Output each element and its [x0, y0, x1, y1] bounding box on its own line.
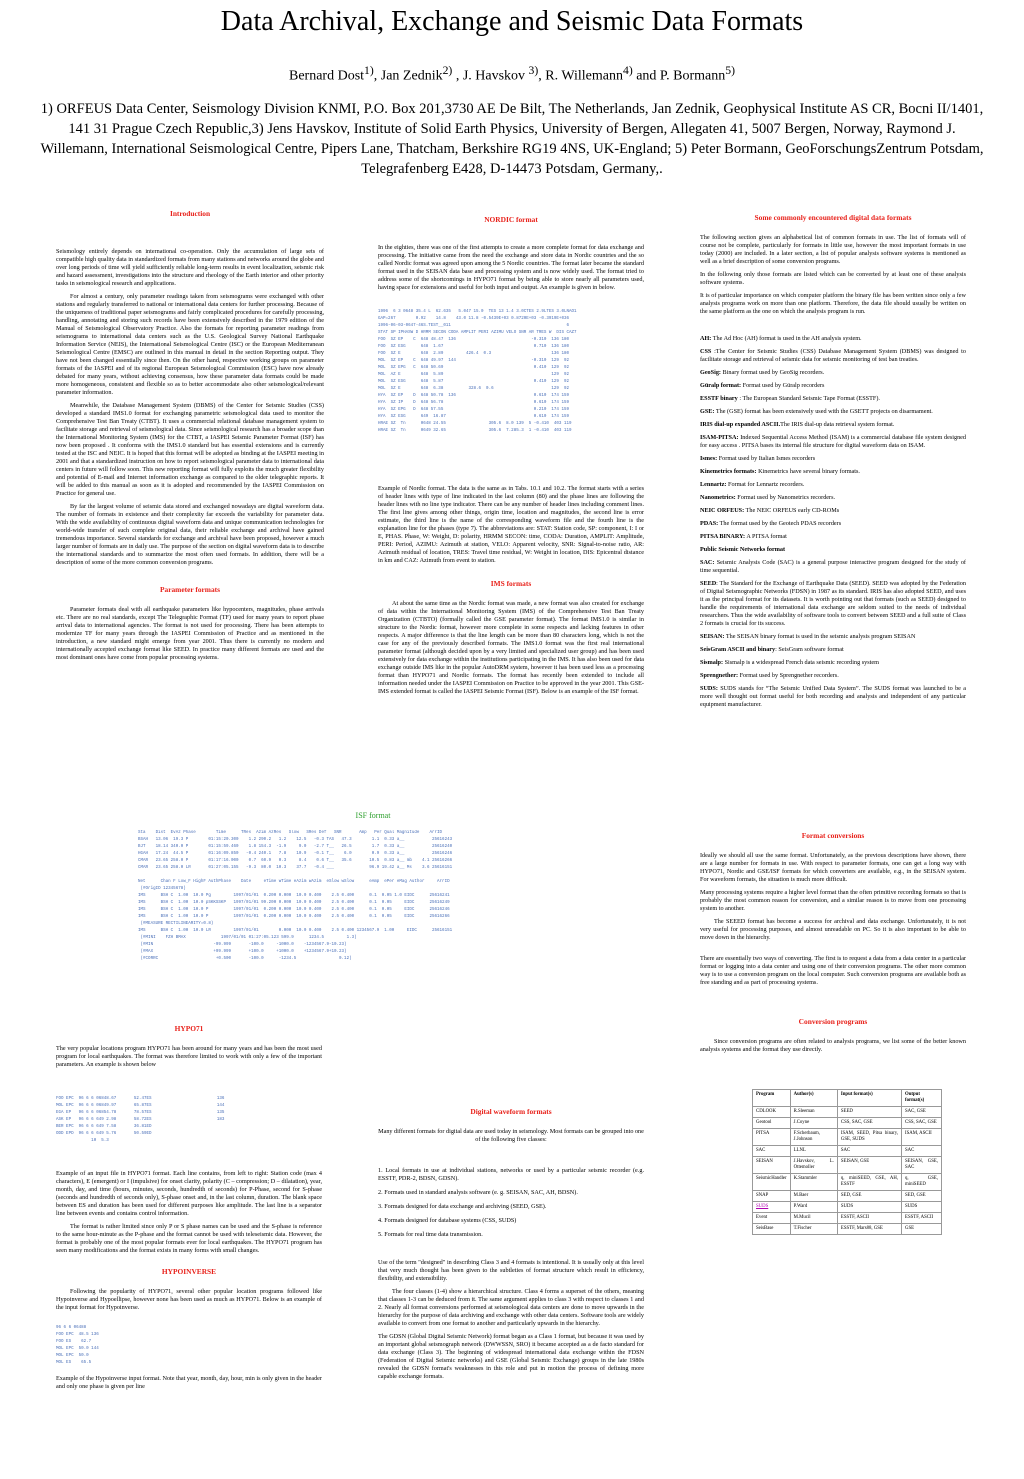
- table-cell: J.Havskov, L. Ottemoller: [790, 1157, 837, 1174]
- conversion-paragraph: Ideally we should all use the same format. Unfortunately, as the previous descriptions have shown, there are a large number for formats in use. With respect to parameter formats, one can get a long way with HYPO71, Nordic and GSE/ISF formats for which converters are available, e.g., in the SEISAN system. For waveform formats, the situation is much more difficult.: [700, 852, 966, 883]
- conversion-paragraph: The SEEED format has become a success for archival and data exchange. Unfortunately, it is not very useful for processing purposes, and almost unreadable on PC. So it is also important to be able to move down in the hierarchy.: [700, 918, 966, 941]
- format-list-item: [700, 395, 966, 403]
- common-paragraph: It is of particular importance on which computer platform the binary file has been written since only a few analysis programs work on more than one platform. Therefore, the data file should usually be written on the same platform as the one on which the analysis program is run.: [700, 292, 966, 315]
- format-class-list: [378, 1167, 644, 1239]
- table-cell: SAC: [837, 1146, 901, 1157]
- intro-paragraph: Meanwhile, the Database Management System (DBMS) of the Center for Seismic Studies (CSS) developed a standard IMS1.0 format for exchanging parametric seismological data used to monitor the Comprehensive Test Ban Treaty (CTBT). It uses a commercial relational database management system to facilitate storage and retrieval of seismological data. Since seismological research has a broader scope than the International Monitoring System (IMS) for the CTBT, a IASPEI Seismic Parameter Format (ISF) has now been proposed . It conforms with the IMS1.0 standard but has essential extensions and is currently tested at the ISC and NEIC. It is hoped that this format will be adopted as binding at the IASPEI meeting in 2001 and that a standardized instruction on how to report seismological parameter data to international data centers in future will follow soon. This new reporting format will fully exploits the much greater flexibility and potential of E-mail and Internet information exchange as compared to the older telegraphic reports. It will be added to this manual as soon as it is adopted and recommended by the IASPEI Commission on Practice for general use.: [56, 402, 324, 497]
- format-list-item: [700, 580, 966, 628]
- format-name: PITSA BINARY:: [700, 533, 746, 540]
- format-list-item: [700, 546, 966, 554]
- format-name: IRIS dial-up expanded ASCII.: [700, 421, 781, 428]
- conversion-programs-heading: Conversion programs: [798, 1017, 868, 1026]
- table-row: [753, 1224, 942, 1235]
- ims-heading: IMS formats: [490, 579, 532, 588]
- format-name: Lennartz:: [700, 481, 727, 488]
- poster-title: Data Archival, Exchange and Seismic Data Formats: [220, 6, 804, 37]
- table-cell: SEISAN, GSE, SAC: [902, 1157, 942, 1174]
- intro-paragraph: By far the largest volume of seismic data stored and exchanged nowadays are digital waveform data. The number of formats in existence and their complexity far exceeds the variability for parameter data. With the wide availability of continuous digital waveform data and unique communication technologies for world-wide transfer of such complete original data, their reliable exchange and archival have gained tremendous importance. Several standards for exchange and archival have been proposed, however a much larger number of formats are in daily use. The purpose of the section on digital waveform data is to describe the international standards and to summarize the most often used formats. In addition, there will be a description of some of the more common conversion programs.: [56, 503, 324, 566]
- nordic-paragraph: In the eighties, there was one of the first attempts to create a more complete format for data exchange and processing. The initiative came from the need the exchange and store data in Nordic countries and the so called Nordic format was agreed upon among the 5 Nordic countries. The format later became the standard format used in the SEISAN data base and processing system and is now widely used. The format tried to address some of the shortcomings in HYPO71 format by being able to store nearly all parameters used, having space for extensions and useful for both input and output. An example is given in below.: [378, 244, 644, 291]
- conversion-paragraph: Many processing systems require a higher level format than the often primitive recording formats so that is probably the most common reason for conversion, and a similar reason is to move from one processing system to another.: [700, 889, 966, 912]
- nordic-caption: Example of Nordic format. The data is the same as in Tabs. 10.1 and 10.2. The format starts with a series of header lines with type of line indicated in the last column (80) and the phase lines are following the header lines with no line type indicator. There can be any number of header lines including comment lines. The first line gives among other things, origin time, location and magnitudes, the second line is error estimate, the third line is the name of the corresponding waveform file and the fourth line is the explanation line for the phases (type 7). The abbreviations are: STAT: Station code, SP: component, I: I or E, PHAS. Phase, W: Weight, D: polarity, HRMM SECON: time, CODA: Duration, AMPLIT: Amplitude, PERI: Period, AZIMU: Azimuth at station, VELO: Apparent velocity, SNR: Signal-to-noise ratio, AR: Azimuth residual of location, TRES: Travel time residual, W: Weight in location, DIS: Epicentral distance in km and CAZ: Azimuth from event to station.: [378, 485, 644, 564]
- format-name: SEED: [700, 580, 717, 587]
- hypoinverse-caption: Example of the Hypoinverse input format. Note that year, month, day, hour, min is only given in the header and only one phase is given per line: [56, 1375, 322, 1390]
- table-row: [753, 1129, 942, 1146]
- column-left: [56, 210, 324, 667]
- intro-paragraph: For almost a century, only parameter readings taken from seismograms were exchanged with other stations and regularly transferred to national or international data centers for further processing. Because of the uniqueness of traditional paper seismograms and fairly complicated procedures for carefully processing, handling, annotating and storing such records have been extensively described in the 1979 edition of the Manual of Seismological Observatory Practice. Also the formats for reporting parameter readings from seismograms to international data centers such as the U.S. Geological Survey National Earthquake Information Service (NEIS), the International Seismological Centre (ISC) or the European Mediterranean Seismological Centre (EMSC) are outlined in this manual in detail in the section Reporting output. They have not been changed essentially since then. On the other hand, respective working groups on parameter formats of the IASPEI and of its regional European Seismological Commission (ESC) have now already debated for many years, without achieving consensus, how these parameter data formats could be made more homogeneous, consistent and flexible so as to better accommodate also other seismological/relevant parameter information.: [56, 293, 324, 396]
- digital-paragraph: The GDSN (Global Digital Seismic Network) format began as a Class 1 format, but because it was used by an important global seismograph network (DWWSSN, SRO) it became accepted as a de facto standard for data exchange (Class 3). The beginning of widespread international data exchange within the FDSN (Federation of Digital Seismic networks) and GSE (Global Seismic Exchange) groups in the late 1980s revealed the GDSN format's weaknesses in this role and put in motion the process of defining more capable exchange formats.: [378, 1333, 644, 1380]
- format-description: Format for Lennartz recorders.: [726, 481, 805, 488]
- isf-section: [138, 812, 608, 980]
- common-paragraph: In the following only those formats are listed which can be converted by at least one of these analysis software systems.: [700, 271, 966, 286]
- format-list-item: [700, 672, 966, 680]
- conversion-section: [700, 832, 966, 1235]
- format-list-item: [700, 659, 966, 667]
- format-name: GSE:: [700, 408, 715, 415]
- format-description: Sismalp is a widespread French data seismic recording system: [723, 659, 879, 666]
- common-paragraph: The following section gives an alphabetical list of common formats in use. The list of formats will of course not be complete, particularly for formats in little use, however the most important formats in use today (2000) are included. In a later section, a list of popular analysis software systems is mentioned as well as a brief description of some conversion programs.: [700, 234, 966, 265]
- table-cell: SeisBase: [753, 1224, 791, 1235]
- table-cell: SUDS: [753, 1202, 791, 1213]
- table-cell: ESSTF, ASCII: [902, 1213, 942, 1224]
- format-description: The Ad Hoc (AH) format is used in the AH analysis system.: [711, 335, 862, 342]
- format-name: GeoSig:: [700, 369, 721, 376]
- format-class-item: 2. Formats used in standard analysis software (e. g. SEISAN, SAC, AH, BDSN).: [378, 1189, 578, 1196]
- hypoinverse-code-sample: 96 6 6 06488 FOO EPC 48.5 136 FOO ES 62.7 MOL EPC 50.0 144 MOL EPC 50.0 MOL ES 65.5: [56, 1326, 99, 1365]
- format-description: : SeisGram software format: [775, 646, 844, 653]
- format-description: Format used by Güralp recorders: [741, 382, 825, 389]
- format-list-item: [700, 633, 966, 641]
- isf-code-sample: Sta Dist EvAz Phase Time TRes Azim AzRes Slow SRes Def SNR Amp Per Qual Magnitude ArrID BSAH 13.06 19.3 P 01:15:20.300 1.2 290.2 1.2 12.5 -0.3 TAS 47.3 1.1 0.33 a__ 25616243 BJT 18.14 340.0 P 01:15:59.460 1.8 154.3 -1.9 9.0 -2.7 T__ 26.5 1.7 0.33 a__ 25616240 HGAH 17.24 44.5 P 01:16:09.850 -0.4 240.1 7.8 10.9 -0.1 T__ 6.0 0.9 0.33 a__ 25616246 CMAR 23.65 258.0 P 01:17:16.000 0.7 60.9 0.3 8.4 0.6 T__ 35.6 10.5 0.83 a__ mb 4.1 25616266 CMAR 23.65 258.0 LR 01:27:05.155 -9.3 80.0 10.3 37.7 -0.4 ___ 96.9 19.42 a__ Ms 3.6 25616151 Net Chan F Low_F HighF AuthPhase Date eTime wTime eAzim wAzim eSlow wSlow eAmp ePer eMag Author ArrID (#OrigID 12345678) IMS BSH C 1.00 10.0 Pg 1997/01/01 0.200 0.000 10.0 0.400 2.5 0.400 0.1 0.05 1.0 EIDC 25616241 IMS BSH C 1.00 10.0 pSKKSSKP 1997/01/01 99.200 0.000 10.0 0.400 2.5 0.400 0.1 0.05 EIDC 25616249 IMS BSH C 1.00 10.0 P 1997/01/01 0.200 0.000 10.0 0.400 2.5 0.400 0.1 0.05 EIDC 25616246 IMS BSH C 1.00 10.0 P 1997/01/01 0.200 0.000 10.0 0.400 2.5 0.400 0.1 0.05 EIDC 25616266 (#MEASURE RECTILINEARITY=0.8) IMS BSH C 1.00 10.0 LR 1997/01/01 0.000 10.0 0.400 2.5 0.400 1234567.9 1.00 EIDC 25616151 (#MINI FZH BMAX 1997/01/01 01:27:05.123 599.9 1234.5 1.3) (#MIN -99.999 -100.0 -1000.0 -1234567.9-10.23) (#MAX +99.999 +100.0 +1000.0 +1234567.9+10.23) (#CORRC +0.500 -100.0 -1234.5 0.12): [138, 831, 453, 961]
- table-cell: SAC: [902, 1146, 942, 1157]
- table-cell: SEED: [837, 1107, 901, 1118]
- format-list-item: [700, 335, 966, 343]
- table-cell: q, GSE, miniSEED: [902, 1174, 942, 1191]
- hypoinverse-paragraph: Following the popularity of HYPO71, several other popular location programs followed like Hypoinverse and Hypoellipse, however none has been used as much as HYPO71. Below is an example of the input format for Hypoinverse.: [56, 1288, 322, 1311]
- table-cell: F.Scherbaum, J.Johnson: [790, 1129, 837, 1146]
- digital-paragraph: Use of the term "designed" in describing Class 3 and 4 formats is intentional. It is usually only at this level that very much thought has been given to the subtleties of format structure which result in efficiency, flexibility, and extensibility.: [378, 1259, 644, 1282]
- table-row: [753, 1191, 942, 1202]
- column-right: [700, 214, 966, 714]
- table-cell: ESSTF, Mars88, GSE: [837, 1224, 901, 1235]
- table-cell: GSE: [902, 1224, 942, 1235]
- table-row: [753, 1174, 942, 1191]
- format-name: Kinemetrics formats:: [700, 468, 757, 475]
- table-cell: ISAM, ASCII: [902, 1129, 942, 1146]
- common-formats-heading: Some commonly encountered digital data formats: [754, 213, 912, 222]
- format-name: Public Seismic Networks format: [700, 546, 786, 553]
- format-class-item: 3. Formats designed for data exchange and archiving (SEED, GSE).: [378, 1203, 547, 1210]
- table-row: [753, 1202, 942, 1213]
- format-list-item: [700, 494, 966, 502]
- format-name: SAC:: [700, 559, 715, 566]
- format-name: ESSTF binary: [700, 395, 738, 402]
- table-cell: ESSTF, ASCII: [837, 1213, 901, 1224]
- format-list-item: [700, 382, 966, 390]
- table-cell: K.Stammler: [790, 1174, 837, 1191]
- table-cell: Geotool: [753, 1118, 791, 1129]
- affiliations: 1) ORFEUS Data Center, Seismology Division KNMI, P.O. Box 201,3730 AE De Bilt, The Netherlands, Jan Zednik, Geophysical Institute AS CR, Bocni II/1401, 141 31 Prague Czech Republic,3) Jens Havskov, Institute of Solid Earth Physics, University of Bergen, Allegaten 41, 5007 Bergen, Norway, Raymond J. Willemann, International Seismological Centre, Pipers Lane, Thatcham, Berkshire RG19 4NS, UK-England; 5) Peter Bormann, GeoForschungsZentrum Potsdam, Telegrafenberg E428, D-14473 Potsdam, Germany,.: [40, 101, 984, 177]
- format-name: Nanometrics:: [700, 494, 736, 501]
- format-description: Format used by Nanometrics recorders.: [735, 494, 836, 501]
- format-list-item: [700, 348, 966, 364]
- format-name: Sismalp:: [700, 659, 724, 666]
- parameter-formats-heading: Parameter formats: [160, 585, 220, 594]
- intro-paragraph: Seismology entirely depends on international co-operation. Only the accumulation of large sets of compatible high quality data in standardized formats from many stations and networks around the globe and over long periods of time will yield sufficiently reliable long-term results in event localization, seismic risk and hazard assessment, investigations into the structure and rheology of the Earth interior and other priority tasks in seismological research and applications.: [56, 248, 324, 287]
- table-header-cell: Output format(s): [902, 1090, 942, 1107]
- format-description: The NEIC ORFEUS early CD-ROMs: [744, 507, 840, 514]
- format-description: Kinemetrics have several binary formats.: [756, 468, 860, 475]
- format-description: The format used by the Geotech PDAS recorders: [718, 520, 842, 527]
- format-description: Seismic Analysis Code (SAC) is a general purpose interactive program designed for the study of time sequential.: [700, 559, 966, 574]
- table-cell: M.Baer: [790, 1191, 837, 1202]
- format-list-item: [700, 507, 966, 515]
- table-cell: SED, GSE: [902, 1191, 942, 1202]
- hypo-section: [56, 1025, 322, 1396]
- format-list-item: [700, 455, 966, 463]
- hypo71-code-sample: FOO EPC 96 6 6 06848.67 52.47ES 136 MOL EPC 96 6 6 06849.97 65.87ES 144 EGA EP 96 6 6 06854.78 78.57ES 135 ASK EP 96 6 6 649 2.98 58.72ES 183 BER EPC 96 6 6 649 7.58 36.81ED ODD EPD 96 6 6 649 5.76 50.59ED 10 5.3: [56, 1097, 225, 1143]
- format-name: CSS: [700, 348, 712, 355]
- table-cell: SAC, GSE: [902, 1107, 942, 1118]
- format-name: SUDS:: [700, 685, 718, 692]
- format-list-item: [700, 468, 966, 476]
- format-description: The (GSE) format has been extensively used with the GSETT projects on disarmament.: [714, 408, 933, 415]
- table-cell: SEISAN: [753, 1157, 791, 1174]
- format-list-item: [700, 685, 966, 709]
- format-description: Binary format used by GeoSig recorders.: [720, 369, 825, 376]
- format-description: : The Standard for the Exchange of Earthquake Data (SEED). SEED was adopted by the Federation of Digital Seismographic Networks (FDSN) in 1987 as its standard. IRIS has also adopted SEED, and uses it as the principal format for its datasets. It is worth pointing out that formats (such as SEED) designed to handle the requirements of international data exchange are seldom suited to the needs of individual researchers. Thus the wide availability of software tools to convert between SEED and a full suite of Class 2 formats is crucial for its success.: [700, 580, 966, 627]
- format-conversions-heading: Format conversions: [801, 831, 865, 840]
- table-row: [753, 1146, 942, 1157]
- format-name: AH:: [700, 335, 712, 342]
- format-name: NEIC ORFEUS:: [700, 507, 745, 514]
- nordic-code-sample: 1996 6 3 0648 35.4 L 62.635 5.047 15.0 TES 13 1.4 3.0CTES 2.9LTES 3.0LNAO1 GAP=267 0.92 14.8 43.0 11.8 -0.5439E+03 0.8720E+03 -0.3919E+036 1996-06-03-0647-46S.TEST__011 6 STAT SP IPHASW D HRMM SECON CODA AMPLIT PERI AZIMU VELO SNR AR TRES W DIS CAZ7 FOO SZ EP C 648 48.47 136 -0.310 136 180 FOO SZ ESG 648 1.67 0.710 136 180 FOO SZ E 648 2.89 426.4 0.3 136 180 MOL SZ EP C 648 49.97 144 -0.310 129 92 MOL SZ EPG C 648 50.69 0.410 129 92 MOL AZ E 648 5.89 129 92 MOL SZ ESG 648 5.87 0.410 129 92 MOL SZ E 648 6.38 328.6 0.6 129 92 HYA SZ EP D 648 50.78 136 0.610 174 159 HYA SZ IP D 648 56.78 0.610 174 159 HYA SZ EPG D 648 57.55 0.210 174 159 HYA SZ ESG 649 16.87 0.610 174 159 HRAE SZ Tn 0648 24.55 305.6 8.0 139 5 -0.410 403 119 HRAE SZ Tn 0649 32.65 305.6 7.285.3 1 -0.410 403 119: [378, 310, 577, 433]
- table-cell: M.Mucil: [790, 1213, 837, 1224]
- format-list-item: [700, 559, 966, 575]
- table-cell: SEISAN, GSE: [837, 1157, 901, 1174]
- format-name: Ismes:: [700, 455, 718, 462]
- table-cell: J.Coyne: [790, 1118, 837, 1129]
- format-list-item: [700, 434, 966, 450]
- format-description: SUDS stands for “The Seismic Unified Data System”. The SUDS format was launched to be a more well thought out format useful for both recording and analysis and independent of any particular equipment manufacturer.: [700, 685, 966, 708]
- ims-paragraph: At about the same time as the Nordic format was made, a new format was also created for exchange of data within the International Monitoring System (IMS) of the Comprehensive Test Ban Treaty Organization (CTBTO) (formally called the GSE parameter format). The format IMS1.0 is similar in structure to the Nordic format, however more complete in some respects and lacking features in other respects. A major difference is that the line length can be more than 80 characters long, which is not the case for any of the previously described formats. The IMS1.0 format was the first real international parameter format (although decided upon by a very limited and specialized user group) and has been used extensively for data exchange within the institutions participating in the IMS. It has also been used for data exchange outside IMS like in the popular AutoDRM system, however it has been used less as a processing format than HYPO71 and Nordic formats. The format has recently been extended to include all information needed under the IASPEI Commission on Practice to be approved in the year 2001. This GSE-IMS extended format is called the IASPEI Seismic Format (ISF). Below is an example of the ISF format.: [378, 600, 644, 695]
- table-cell: SNAP: [753, 1191, 791, 1202]
- table-cell: ISAM, SEED, Pitsa binary, GSE, SUDS: [837, 1129, 901, 1146]
- table-cell: Event: [753, 1213, 791, 1224]
- digital-paragraph: Many different formats for digital data are used today in seismology. Most formats can be grouped into one of the following five classes:: [378, 1128, 644, 1143]
- hypo71-heading: HYPO71: [174, 1024, 204, 1033]
- table-cell: CSS, SAC, GSE: [902, 1118, 942, 1129]
- table-cell: SUDS: [902, 1202, 942, 1213]
- format-description: A PITSA format: [745, 533, 787, 540]
- digital-section: [378, 1108, 644, 1386]
- table-header-cell: Input format(s): [837, 1090, 901, 1107]
- format-class-item: 1. Local formats in use at individual stations, networks or used by a particular seismic recorder (e.g. ESSTF, PDR-2, BDSN, GDSN).: [378, 1167, 644, 1182]
- table-header-cell: Author(s): [790, 1090, 837, 1107]
- format-name: ISAM-PITSA:: [700, 434, 739, 441]
- format-class-item: 5. Formats for real time data transmission.: [378, 1231, 483, 1238]
- format-name: SeisGram ASCII and binary: [700, 646, 776, 653]
- format-description: The IRIS dial-up data retrieval system format.: [780, 421, 895, 428]
- hypo-paragraph: The very popular locations program HYPO71 has been around for many years and has been the most used program for local earthquakes. The format was therefore limited to work with only a few of the important parameters. An example is shown below: [56, 1045, 322, 1068]
- column-middle: [378, 216, 644, 701]
- format-description: Indexed Sequential Access Method (ISAM) is a commercial database file system designed for easy access . PITSA bases its internal file structure for digital waveform data on ISAM.: [700, 434, 966, 449]
- format-list-item: [700, 369, 966, 377]
- table-cell: CSS, SAC, GSE: [837, 1118, 901, 1129]
- digital-waveform-heading: Digital waveform formats: [470, 1107, 552, 1116]
- table-header-cell: Program: [753, 1090, 791, 1107]
- format-description: :The Center for Seismic Studies (CSS) Database Management System (DBMS) was designed to facilitate storage and retrieval of seismic data for seismic monitoring of test ban treaties.: [700, 348, 966, 363]
- table-cell: SAC: [753, 1146, 791, 1157]
- isf-heading: ISF format: [355, 811, 391, 820]
- conversion-programs-paragraph: Since conversion programs are often related to analysis programs, we list some of the better known analysis systems and the format they use directly.: [700, 1038, 966, 1053]
- format-name: Güralp format:: [700, 382, 742, 389]
- format-list-item: [700, 646, 966, 654]
- table-cell: PITSA: [753, 1129, 791, 1146]
- format-name: PDAS:: [700, 520, 719, 527]
- hypo-caption: Example of an input file in HYPO71 format. Each line contains, from left to right: Station code (max 4 characters), E (emergent) or I (impulsive) for onset clarity, polarity (C – compression; D – dilatation), year, month, day, and time (hours, minutes, seconds, hundredth of seconds) for P-Phase, second for S-phase (seconds and hundredth of seconds only), S-phase onset and, in the last column, duration. The blank space between ES and duration has been used for different purposes like amplitude. The last line is a separator line between events and contains control information.: [56, 1170, 322, 1217]
- author-line: Bernard Dost$^{1)}$, Jan Zednik$^{2)}$ , J. Havskov $^{3)}$, R. Willemann$^{4)}$ and P. Bormann$^{5)}$: [289, 64, 735, 84]
- table-row: [753, 1107, 942, 1118]
- table-row: [753, 1213, 942, 1224]
- param-paragraph: Parameter formats deal with all earthquake parameters like hypocenters, magnitudes, phase arrivals etc. There are no real standards, except The Telegraphic Format (TF) used for many years to report phase arrival data to international agencies. The format is not used for processing. There has been attempts to modernize TF for many years through the IASPEI Commission of Practice and as mentioned in the introduction, a new standard might emerge from year 2001. Thus there is currently no modern and internationally accepted exchange format like SEED. In practice many different formats are used and the most dominant ones have come from popular processing systems.: [56, 606, 324, 661]
- format-class-item: 4. Formats designed for database systems (CSS, SUDS): [378, 1217, 517, 1224]
- table-cell: SUDS: [837, 1202, 901, 1213]
- introduction-heading: Introduction: [169, 209, 211, 218]
- conversion-paragraph: There are essentially two ways of converting. The first is to request a data from a data center in a particular format or logging into a data center and using one of their conversion programs. The other more common way is to use a conversion program on the local computer. Such conversion programs are available both as free standing and as part of processing systems.: [700, 955, 966, 986]
- table-row: [753, 1118, 942, 1129]
- format-list-item: [700, 408, 966, 416]
- table-cell: LLNL: [790, 1146, 837, 1157]
- format-name: Sprengnether:: [700, 672, 739, 679]
- digital-paragraph: The four classes (1-4) show a hierarchical structure. Class 4 forms a superset of the others, meaning that classes 1-3 can be deduced from it. The same argument applies to class 3 with respect to classes 1 and 2. Nearly all format conversions performed at seismological data centers are done to move upwards in the hierarchy for the purpose of data archiving and exchange with other data centers. Software tools are widely available to convert from one format to another and particularly upwards in the hierarchy.: [378, 1288, 644, 1327]
- table-cell: q, miniSEED, GSE, AH, ESSTF: [837, 1174, 901, 1191]
- table-cell: SeismicHandler: [753, 1174, 791, 1191]
- hypo-paragraph: The format is rather limited since only P or S phase names can be used and the S-phase is reference to the same hour-minute as the P-phase and the format cannot be used with teleseismic data. However, the format is probably one of the most popular formats ever for local earthquakes. The HYPO71 program has seen many modifications and the format exists in many forms with small changes.: [56, 1223, 322, 1254]
- format-list: [700, 335, 966, 709]
- format-description: : The European Standard Seismic Tape Format (ESSTF).: [737, 395, 880, 402]
- table-cell: CDLOOK: [753, 1107, 791, 1118]
- format-description: The SEISAN binary format is used in the seismic analysis program SEISAN: [724, 633, 916, 640]
- table-cell: SED, GSE: [837, 1191, 901, 1202]
- format-name: SEISAN:: [700, 633, 725, 640]
- table-cell: T.Fischer: [790, 1224, 837, 1235]
- table-cell: R.Sleeman: [790, 1107, 837, 1118]
- format-list-item: [700, 481, 966, 489]
- nordic-heading: NORDIC format: [484, 215, 538, 224]
- table-row: [753, 1157, 942, 1174]
- format-list-item: [700, 520, 966, 528]
- format-list-item: [700, 421, 966, 429]
- conversion-programs-table: [752, 1089, 942, 1235]
- format-description: Format used by Italian Ismes recorders: [717, 455, 816, 462]
- format-list-item: [700, 533, 966, 541]
- format-description: Format used by Sprengnether recorders.: [738, 672, 839, 679]
- table-cell: P.Ward: [790, 1202, 837, 1213]
- hypoinverse-heading: HYPOINVERSE: [161, 1267, 217, 1276]
